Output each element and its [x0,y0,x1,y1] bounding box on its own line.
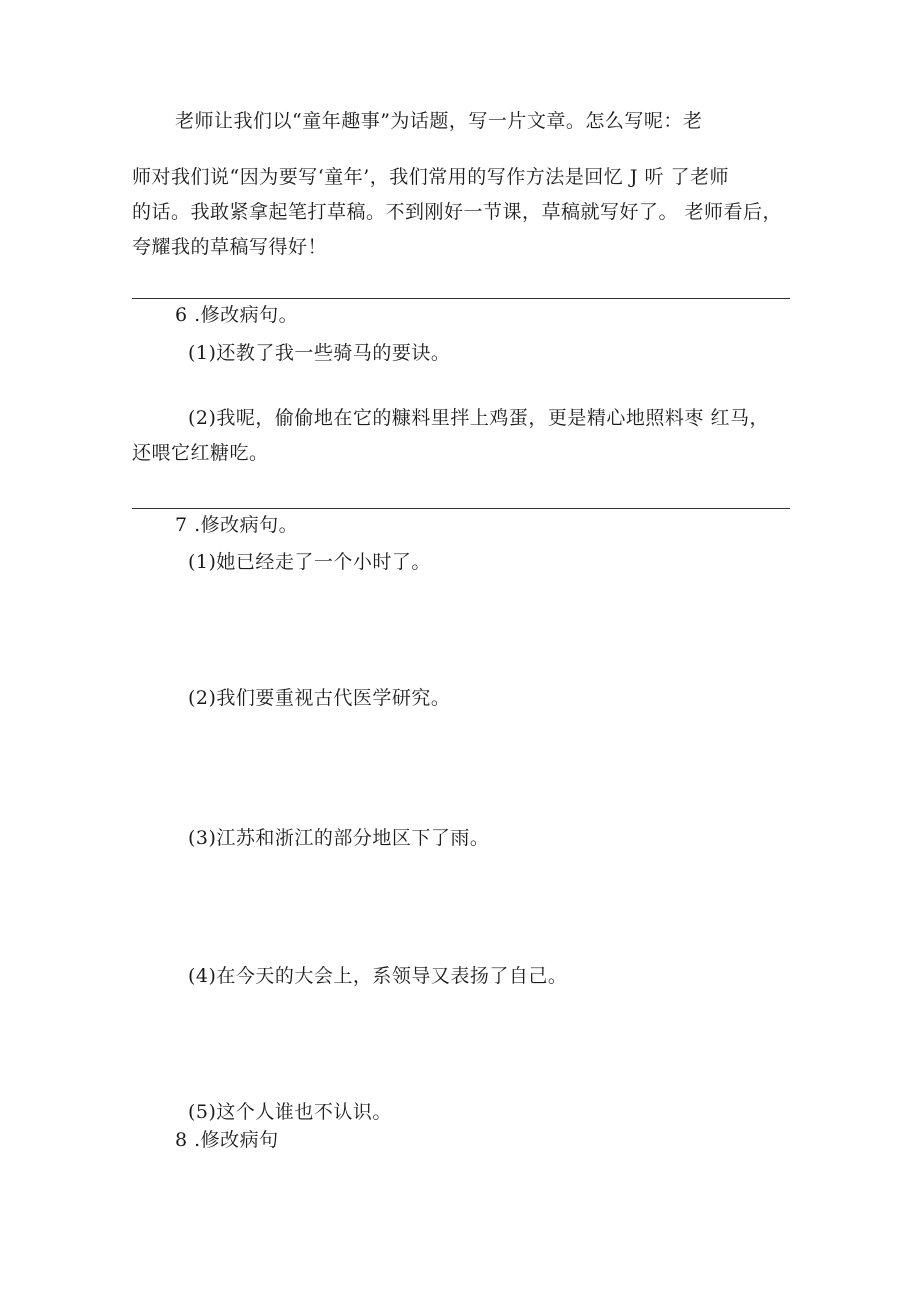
question-7-item-1: (1)她已经走了一个小时了。 [188,551,431,573]
answer-line [132,298,790,299]
question-6-item-2-line-2: 还喂它红糖吃。 [132,442,269,464]
question-7-item-3: (3)江苏和浙江的部分地区下了雨。 [188,827,490,849]
answer-line [132,508,790,509]
question-7-title: 7 .修改病句。 [175,514,299,536]
question-7-item-4: (4)在今天的大会上，系领导又表扬了自己。 [188,965,568,987]
question-7-item-5: (5)这个人谁也不认识。 [188,1101,392,1123]
question-6-title: 6 .修改病句。 [175,304,299,326]
passage-line-3: 的话。我敢紧拿起笔打草稿。不到刚好一节课，草稿就写好了。 老师看后， [132,201,783,223]
passage-line-1: 老师让我们以“童年趣事”为话题，写一片文章。怎么写呢：老 [175,110,703,132]
question-6-item-2-line-1: (2)我呢，偷偷地在它的糠料里拌上鸡蛋，更是精心地照料枣 红马， [188,407,769,429]
passage-line-4: 夸耀我的草稿写得好！ [132,236,328,258]
question-7-item-2: (2)我们要重视古代医学研究。 [188,687,451,709]
passage-line-2: 师对我们说“因为要写‘童年’，我们常用的写作方法是回忆 J 听 了老师 [132,166,730,188]
question-6-item-1: (1)还教了我一些骑马的要诀。 [188,342,451,364]
question-8-title: 8 .修改病句 [175,1129,279,1151]
